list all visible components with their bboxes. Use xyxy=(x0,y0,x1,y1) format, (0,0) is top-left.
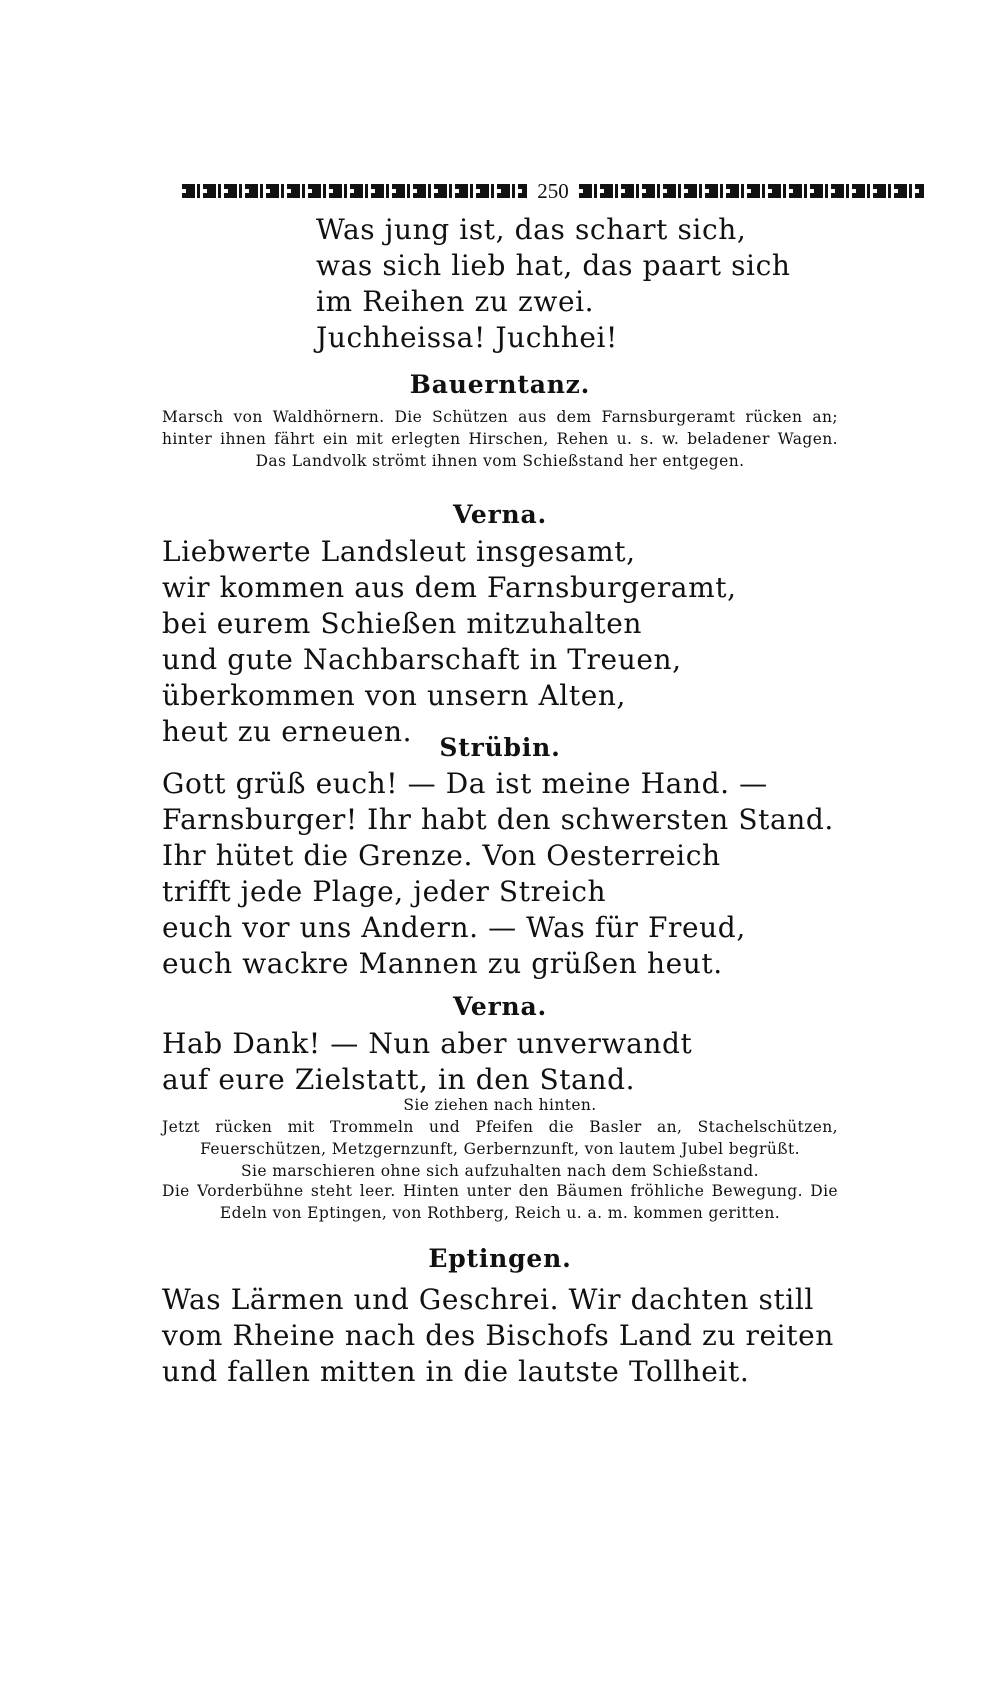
verse-line: überkommen von unsern Alten, xyxy=(162,679,627,712)
verse-line: auf eure Zielstatt, in den Stand. xyxy=(162,1063,636,1096)
verse-line: heut zu erneuen. xyxy=(162,715,413,748)
stage-direction: Sie marschieren ohne sich aufzuhalten nach dem Schießstand. xyxy=(241,1162,759,1180)
verse-line: und fallen mitten in die lautste Tollheit. xyxy=(162,1355,750,1388)
speaker-eptingen: Eptingen. xyxy=(428,1244,572,1273)
verse-line: trifft jede Plage, jeder Streich xyxy=(162,875,607,908)
section-title-bauerntanz: Bauerntanz. xyxy=(409,370,591,399)
page-number: 250 xyxy=(537,178,569,203)
verse-line: Ihr hütet die Grenze. Von Oesterreich xyxy=(162,839,721,872)
eptingen-speech xyxy=(162,1282,882,1390)
verse-line: Was Lärmen und Geschrei. Wir dachten still xyxy=(162,1283,814,1316)
verse-line: Gott grüß euch! — Da ist meine Hand. — xyxy=(162,767,768,800)
verna-speech-2 xyxy=(162,1026,882,1098)
struebin-speech xyxy=(162,766,882,982)
header-ornament-left xyxy=(182,182,527,200)
verse-line: was sich lieb hat, das paart sich xyxy=(316,249,791,282)
verse-line: im Reihen zu zwei. xyxy=(316,285,595,318)
verse-line: vom Rheine nach des Bischofs Land zu reiten xyxy=(162,1319,834,1352)
verse-line: euch wackre Mannen zu grüßen heut. xyxy=(162,947,723,980)
verse-line: wir kommen aus dem Farnsburgeramt, xyxy=(162,571,737,604)
verse-line: Was jung ist, das schart sich, xyxy=(316,213,747,246)
verse-line: Juchheissa! Juchhei! xyxy=(316,321,618,354)
opening-verse xyxy=(316,212,936,356)
speaker-verna-2: Verna. xyxy=(452,992,548,1021)
page-header xyxy=(182,176,924,206)
verna-speech xyxy=(162,534,882,750)
speaker-verna: Verna. xyxy=(452,500,548,529)
speaker-struebin: Strübin. xyxy=(439,733,561,762)
verse-line: bei eurem Schießen mitzuhalten xyxy=(162,607,643,640)
verse-line: euch vor uns Andern. — Was für Freud, xyxy=(162,911,746,944)
stage-direction: Die Vorderbühne steht leer. Hinten unter den Bäumen fröhliche Bewegung. Die Edeln von Eptingen, von Rothberg, Reich u. a. m. kommen geritten. xyxy=(162,1182,838,1222)
header-ornament-right xyxy=(579,182,924,200)
stage-direction: Jetzt rücken mit Trommeln und Pfeifen die Basler an, Stachelschützen, Feuerschützen, Metzgernzunft, Gerbernzunft, von lautem Jubel begrüßt. xyxy=(162,1118,838,1158)
stage-direction-bauerntanz: Marsch von Waldhörnern. Die Schützen aus dem Farnsburgeramt rücken an; hinter ihnen fährt ein mit erlegten Hirschen, Rehen u. s. w. beladener Wagen. Das Landvolk strömt ihnen vom Schießstand her entgegen. xyxy=(162,408,838,470)
verse-line: Hab Dank! — Nun aber unverwandt xyxy=(162,1027,693,1060)
stage-direction: Sie ziehen nach hinten. xyxy=(403,1096,597,1114)
verse-line: Farnsburger! Ihr habt den schwersten Stand. xyxy=(162,803,834,836)
verse-line: und gute Nachbarschaft in Treuen, xyxy=(162,643,682,676)
verse-line: Liebwerte Landsleut insgesamt, xyxy=(162,535,636,568)
